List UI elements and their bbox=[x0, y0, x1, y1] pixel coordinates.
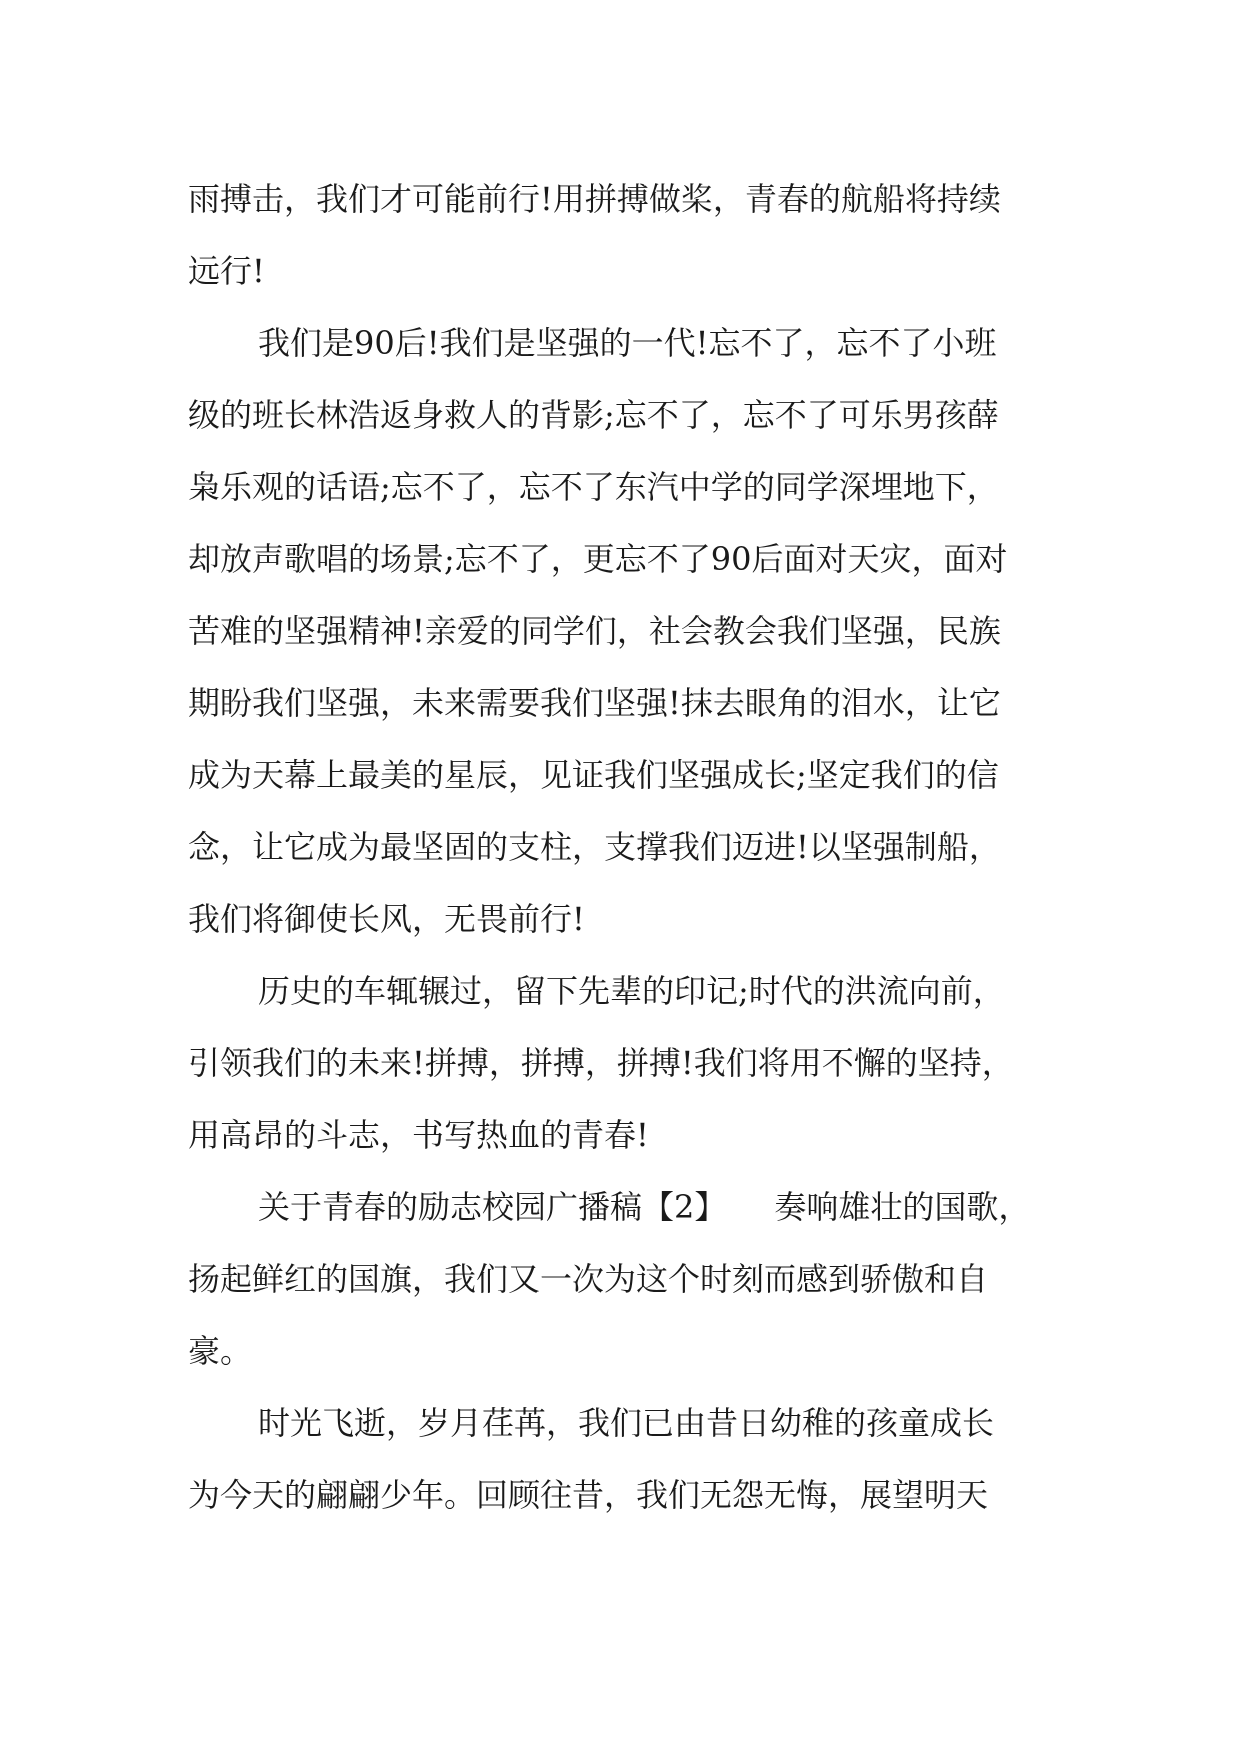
section-heading-line: 关于青春的励志校园广播稿【2】 奏响雄壮的国歌， bbox=[258, 1188, 1031, 1226]
text-line: 期盼我们坚强，未来需要我们坚强!抹去眼角的泪水，让它 bbox=[188, 684, 1001, 722]
text-line: 豪。 bbox=[188, 1332, 253, 1370]
body-text bbox=[188, 163, 1068, 1531]
text-line: 枭乐观的话语;忘不了，忘不了东汽中学的同学深埋地下， bbox=[188, 468, 999, 506]
text-line: 为今天的翩翩少年。回顾往昔，我们无怨无悔，展望明天 bbox=[188, 1476, 989, 1514]
text-line: 成为天幕上最美的星辰，见证我们坚强成长;坚定我们的信 bbox=[188, 756, 999, 794]
text-line: 远行! bbox=[188, 252, 265, 290]
text-line: 级的班长林浩返身救人的背影;忘不了，忘不了可乐男孩薛 bbox=[188, 396, 999, 434]
text-line: 雨搏击，我们才可能前行!用拼搏做桨，青春的航船将持续 bbox=[188, 180, 1001, 218]
text-line: 扬起鲜红的国旗，我们又一次为这个时刻而感到骄傲和自 bbox=[188, 1260, 989, 1298]
text-line: 却放声歌唱的场景;忘不了，更忘不了90后面对天灾，面对 bbox=[188, 540, 1008, 578]
paragraph-start-line: 我们是90后!我们是坚强的一代!忘不了，忘不了小班 bbox=[258, 324, 997, 362]
paragraph-start-line: 时光飞逝，岁月荏苒，我们已由昔日幼稚的孩童成长 bbox=[258, 1404, 995, 1442]
text-line: 引领我们的未来!拼搏，拼搏，拼搏!我们将用不懈的坚持， bbox=[188, 1044, 1014, 1082]
paragraph-start-line: 历史的车辄辗过，留下先辈的印记;时代的洪流向前， bbox=[258, 972, 1005, 1010]
text-line: 苦难的坚强精神!亲爱的同学们，社会教会我们坚强，民族 bbox=[188, 612, 1001, 650]
text-line: 我们将御使长风，无畏前行! bbox=[188, 900, 585, 938]
text-line: 用高昂的斗志，书写热血的青春! bbox=[188, 1116, 649, 1154]
text-line: 念，让它成为最坚固的支柱，支撑我们迈进!以坚强制船， bbox=[188, 828, 1001, 866]
